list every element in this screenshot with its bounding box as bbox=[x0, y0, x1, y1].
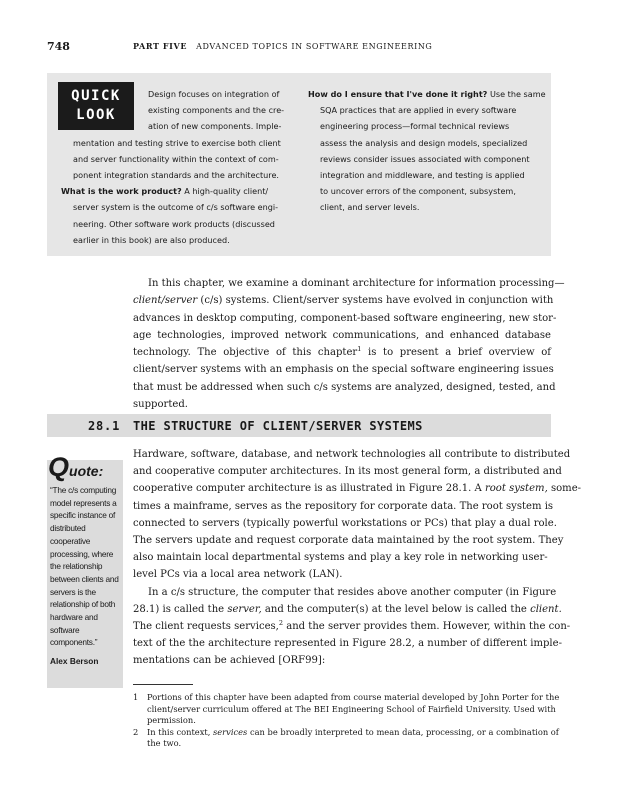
intro-line-text: is to present a brief overview of bbox=[361, 347, 551, 359]
running-head bbox=[133, 41, 432, 51]
part-label: PART FIVE bbox=[133, 41, 188, 51]
ql-left-line: ponent integration standards and the architecture. bbox=[73, 170, 279, 181]
footnote-ref-2: 2 bbox=[278, 619, 284, 628]
footnote-text: can be broadly interpreted to mean data, processing, or a combination of bbox=[247, 726, 559, 737]
footnote-2 bbox=[133, 726, 559, 750]
footnote-1 bbox=[133, 692, 560, 727]
body-emphasis: client. bbox=[530, 603, 562, 615]
body-line-text: The client requests services, bbox=[133, 621, 279, 633]
ql-left-line: neering. Other software work products (discussed bbox=[73, 218, 275, 229]
quote-label bbox=[48, 452, 103, 483]
section-number: 28.1 bbox=[88, 419, 121, 433]
intro-line: age technologies, improved network communications, and enhanced database bbox=[133, 329, 551, 341]
intro-line bbox=[133, 292, 554, 309]
quote-line: components.” bbox=[50, 637, 98, 648]
footnote-number: 1 bbox=[133, 692, 139, 702]
ql-left-line: and server functionality within the context of com- bbox=[73, 153, 279, 164]
ql-right-line: engineering process—formal technical reviews bbox=[320, 121, 510, 132]
body-line-text: and the server provides them. However, within the con- bbox=[283, 621, 571, 633]
footnote-line: the two. bbox=[147, 738, 182, 749]
intro-emphasis: client/server bbox=[133, 295, 198, 307]
quick-look-badge-line1: QUICK bbox=[71, 88, 121, 104]
quote-line: cooperative bbox=[50, 535, 91, 546]
ql-right-line: reviews consider issues associated with component bbox=[320, 153, 530, 164]
ql-left-line: mentation and testing strive to exercise both client bbox=[73, 137, 281, 148]
quote-line: the relationship bbox=[50, 561, 103, 572]
quick-look-right-column bbox=[308, 86, 548, 216]
body-line bbox=[133, 618, 571, 635]
intro-line: supported. bbox=[133, 399, 188, 411]
footnote-number: 2 bbox=[133, 726, 139, 737]
intro-line: that must be addressed when such c/s systems are analyzed, designed, tested, and bbox=[133, 381, 556, 393]
quote-line: distributed bbox=[50, 523, 86, 534]
footnote-line: client/server curriculum offered at The BEI Engineering School of Fairfield University. Used with bbox=[147, 703, 556, 714]
quote-label-initial: Q bbox=[48, 452, 70, 482]
quick-look-left-column bbox=[61, 86, 299, 248]
body-line bbox=[133, 601, 562, 618]
footnotes bbox=[133, 692, 560, 750]
intro-line: client/server systems with an emphasis on the special software engineering issues bbox=[133, 364, 554, 376]
body-line-text: cooperative computer architecture is as illustrated in Figure 28.1. A bbox=[133, 483, 485, 495]
quote-line: model represents a bbox=[50, 497, 117, 508]
body-line bbox=[133, 480, 582, 497]
body-emphasis: root system, bbox=[484, 483, 548, 495]
intro-line-text: (c/s) systems. Client/server systems have evolved in conjunction with bbox=[197, 295, 554, 307]
ql-ensure-line bbox=[308, 86, 548, 102]
footnote-emphasis: services bbox=[213, 726, 248, 737]
ql-work-product-line bbox=[61, 183, 299, 199]
page-number: 748 bbox=[47, 40, 70, 53]
ql-right-line: integration and middleware, and testing is applied bbox=[320, 170, 525, 181]
quote-line: hardware and bbox=[50, 612, 98, 623]
intro-line bbox=[133, 344, 551, 361]
quote-line: between clients and bbox=[50, 573, 119, 584]
quote-line: software bbox=[50, 624, 80, 635]
body-line: also maintain local departmental systems and play a key role in networking user- bbox=[133, 552, 548, 564]
quote-label-rest: uote: bbox=[69, 463, 104, 479]
part-title: ADVANCED TOPICS IN SOFTWARE ENGINEERING bbox=[196, 42, 433, 51]
quote-line: servers is the bbox=[50, 586, 96, 597]
footnote-rule bbox=[133, 684, 193, 685]
ql-ensure-question: How do I ensure that I've done it right? bbox=[308, 89, 488, 99]
ql-left-line: existing components and the cre- bbox=[148, 105, 285, 116]
body-line: In a c/s structure, the computer that resides above another computer (in Figure bbox=[148, 586, 557, 598]
body-line: and cooperative computer architectures. In its most general form, a distributed and bbox=[133, 466, 562, 478]
quote-line: “The c/s computing bbox=[50, 485, 117, 495]
section-title: THE STRUCTURE OF CLIENT/SERVER SYSTEMS bbox=[133, 419, 423, 433]
body-line: connected to servers (typically powerful workstations or PCs) that play a dual role. bbox=[133, 517, 557, 529]
quote-line: specific instance of bbox=[50, 510, 116, 521]
footnote-line: permission. bbox=[147, 715, 196, 726]
intro-paragraph bbox=[133, 275, 565, 413]
intro-line-text: technology. The objective of this chapter bbox=[133, 347, 358, 359]
ql-ensure-answer: Use the same bbox=[489, 89, 546, 99]
ql-work-product-answer: A high-quality client/ bbox=[184, 186, 269, 197]
body-line: The servers update and request corporate data maintained by the root system. They bbox=[133, 535, 564, 547]
ql-right-line: assess the analysis and design models, specialized bbox=[320, 137, 528, 148]
quick-look-badge-line2: LOOK bbox=[76, 107, 116, 123]
body-line-text: some- bbox=[547, 483, 582, 495]
section-body bbox=[133, 446, 582, 670]
body-line: Hardware, software, database, and network technologies all contribute to distributed bbox=[133, 449, 571, 460]
footnote-line bbox=[147, 726, 559, 739]
body-line: mentations can be achieved [ORF99]: bbox=[133, 655, 326, 667]
ql-right-line: SQA practices that are applied in every software bbox=[320, 105, 517, 116]
ql-left-line: server system is the outcome of c/s software engi- bbox=[73, 202, 279, 213]
body-line-text: 28.1) is called the bbox=[133, 603, 228, 615]
quote-author: Alex Berson bbox=[50, 656, 99, 666]
ql-right-line: to uncover errors of the component, subsystem, bbox=[320, 186, 516, 197]
quote-text bbox=[50, 484, 122, 649]
ql-left-line: earlier in this book) are also produced. bbox=[73, 234, 230, 245]
footnote-text: In this context, bbox=[147, 726, 214, 737]
ql-right-line: client, and server levels. bbox=[320, 202, 420, 213]
footnote-ref-1: 1 bbox=[357, 345, 362, 354]
quote-line: relationship of both bbox=[50, 599, 116, 610]
ql-left-line: ation of new components. Imple- bbox=[148, 121, 282, 132]
body-line: times a mainframe, serves as the repository for corporate data. The root system is bbox=[133, 500, 554, 512]
body-line: level PCs via a local area network (LAN). bbox=[133, 569, 343, 581]
body-line-text: and the computer(s) at the level below is called the bbox=[261, 603, 531, 615]
body-emphasis: server, bbox=[227, 603, 262, 615]
ql-work-product-question: What is the work product? bbox=[61, 186, 182, 197]
intro-line: In this chapter, we examine a dominant architecture for information processing— bbox=[148, 278, 565, 289]
body-line: text of the the architecture represented in Figure 28.2, a number of different imple- bbox=[133, 638, 562, 650]
footnote-line: Portions of this chapter have been adapted from course material developed by John Porter for the bbox=[147, 692, 560, 702]
intro-line: advances in desktop computing, component-based software engineering, new stor- bbox=[133, 312, 557, 324]
ql-left-line: Design focuses on integration of bbox=[148, 89, 280, 99]
quote-line: processing, where bbox=[50, 548, 114, 559]
